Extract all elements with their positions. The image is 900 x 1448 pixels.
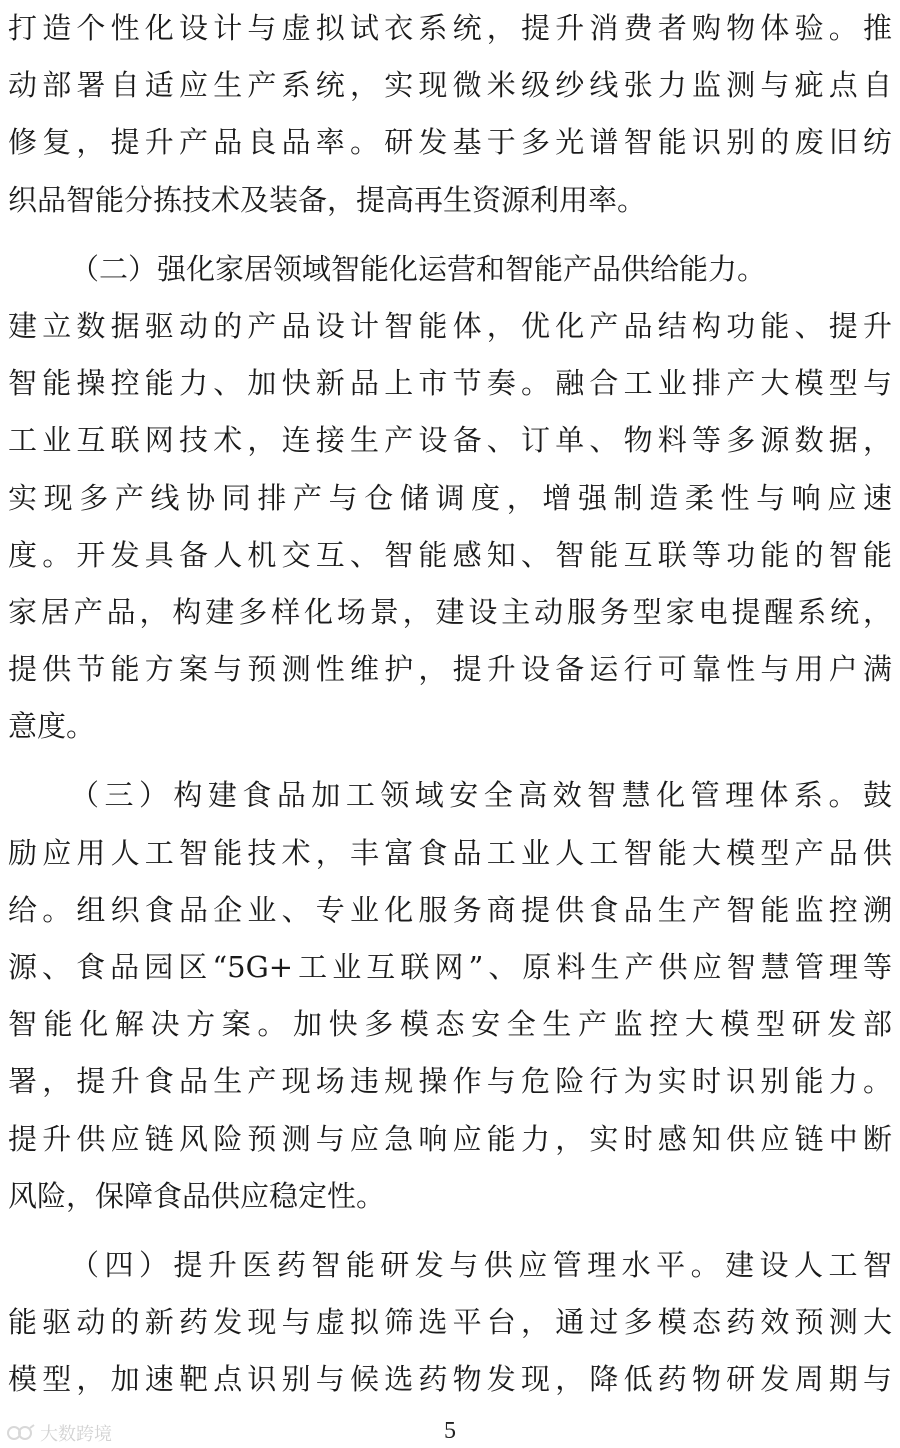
text-line: 提升供应链风险预测与应急响应能力，实时感知供应链中断 bbox=[8, 1121, 892, 1156]
text-line: 源、食品园区“5G+工业互联网”、原料生产供应智慧管理等 bbox=[8, 950, 892, 984]
section-heading-4: （四）提升医药智能研发与供应管理水平。建设人工智 bbox=[70, 1247, 892, 1282]
text-line: 意度。 bbox=[8, 709, 96, 744]
text-line: 励应用人工智能技术，丰富食品工业人工智能大模型产品供 bbox=[8, 835, 892, 870]
text-line: 度。开发具备人机交互、智能感知、智能互联等功能的智能 bbox=[8, 537, 892, 572]
text-line: 织品智能分拣技术及装备，提高再生资源利用率。 bbox=[8, 182, 647, 217]
text-line: 建立数据驱动的产品设计智能体，优化产品结构功能、提升 bbox=[8, 308, 892, 343]
text-line: 模型，加速靶点识别与候选药物发现，降低药物研发周期与 bbox=[8, 1362, 892, 1397]
text-line: 家居产品，构建多样化场景，建设主动服务型家电提醒系统， bbox=[8, 594, 892, 629]
page-number: 5 bbox=[444, 1418, 456, 1444]
watermark-text: 大数跨境 bbox=[40, 1424, 112, 1445]
text-line: 能驱动的新药发现与虚拟筛选平台，通过多模态药效预测大 bbox=[8, 1305, 892, 1340]
text-line: 智能操控能力、加快新品上市节奏。融合工业排产大模型与 bbox=[8, 366, 892, 401]
text-line: 打造个性化设计与虚拟试衣系统，提升消费者购物体验。推 bbox=[8, 11, 892, 45]
section-heading-2: （二）强化家居领域智能化运营和智能产品供给能力。 bbox=[70, 251, 767, 286]
section-heading-3: （三）构建食品加工领域安全高效智慧化管理体系。鼓 bbox=[70, 778, 892, 813]
text-line: 智能化解决方案。加快多模态安全生产监控大模型研发部 bbox=[8, 1007, 892, 1042]
text-line: 动部署自适应生产系统，实现微米级纱线张力监测与疵点自 bbox=[8, 68, 892, 103]
text-line: 署，提升食品生产现场违规操作与危险行为实时识别能力。 bbox=[8, 1064, 892, 1099]
text-line: 修复，提升产品良品率。研发基于多光谱智能识别的废旧纺 bbox=[8, 125, 892, 160]
text-line: 风险，保障食品供应稳定性。 bbox=[8, 1178, 386, 1213]
text-line: 实现多产线协同排产与仓储调度，增强制造柔性与响应速 bbox=[8, 480, 892, 515]
text-line: 提供节能方案与预测性维护，提升设备运行可靠性与用户满 bbox=[8, 652, 892, 687]
text-line: 工业互联网技术，连接生产设备、订单、物料等多源数据， bbox=[8, 423, 892, 458]
body-text bbox=[8, 0, 892, 1409]
text-line: 给。组织食品企业、专业化服务商提供食品生产智能监控溯 bbox=[8, 892, 892, 927]
